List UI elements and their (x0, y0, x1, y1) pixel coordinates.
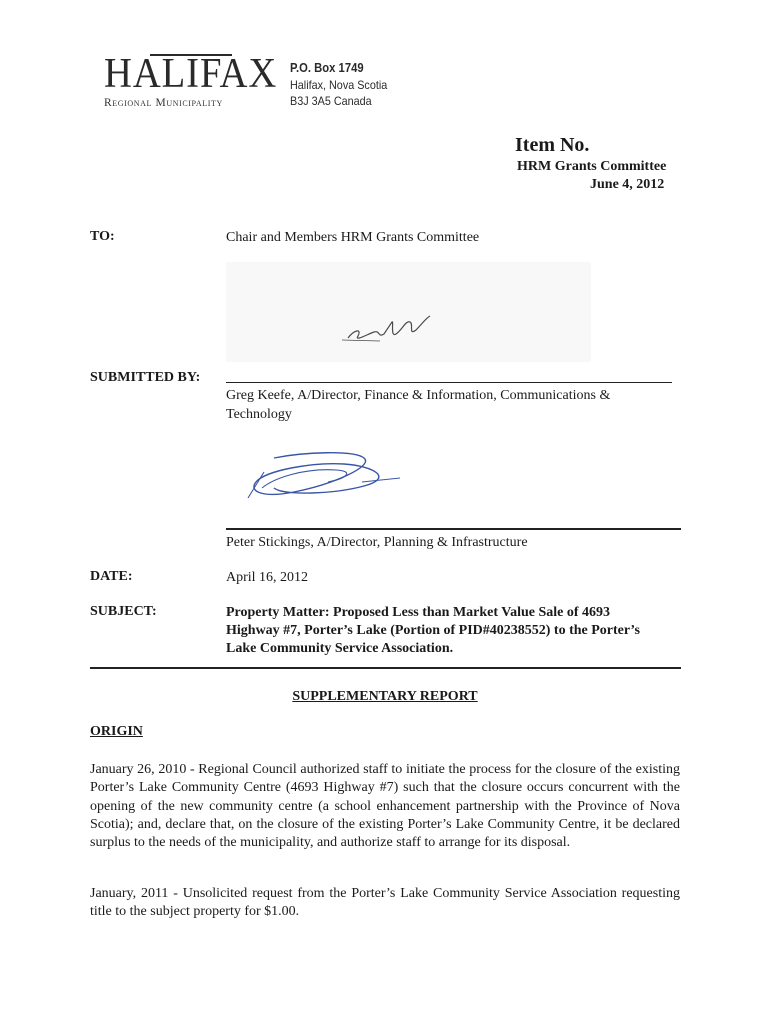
submitted-by-label: SUBMITTED BY: (90, 370, 201, 385)
origin-paragraph: January, 2011 - Unsolicited request from the Porter’s Lake Community Service Association requesting title to the subject property for $1.00. (90, 886, 680, 920)
subject-line: Lake Community Service Association. (226, 641, 454, 656)
address-line: B3J 3A5 Canada (290, 94, 372, 108)
date-value: April 16, 2012 (226, 570, 309, 585)
submitter-1-line-2: Technology (226, 407, 292, 422)
subject-line: Highway #7, Porter’s Lake (Portion of PID#40238552) to the Porter’s (226, 623, 640, 638)
origin-heading: ORIGIN (90, 724, 143, 739)
signature-line (226, 528, 681, 530)
signature-graphic (244, 448, 404, 508)
to-label: TO: (90, 229, 115, 244)
meeting-date: June 4, 2012 (590, 177, 665, 192)
subject-label: SUBJECT: (90, 604, 157, 619)
signature-initials (340, 308, 440, 348)
address-line: Halifax, Nova Scotia (290, 77, 388, 92)
item-number-heading: Item No. (515, 134, 590, 156)
header-divider (90, 667, 681, 669)
date-label: DATE: (90, 569, 133, 584)
to-value: Chair and Members HRM Grants Committee (226, 230, 480, 245)
halifax-logo: HALIFAX (104, 51, 278, 97)
submitter-2: Peter Stickings, A/Director, Planning & Infrastructure (226, 535, 528, 550)
origin-paragraph: January 26, 2010 - Regional Council authorized staff to initiate the process for the closure of the existing Porter’s Lake Community Centre (4693 Highway #7) such that the closure occurs concurrent with the opening of the new community centre (a school enhancement partnership with the Province of Nova Scotia); and, declare that, on the closure of the existing Porter’s Lake Community Centre, it be declared surplus to the needs of the municipality, and authorize staff to arrange for its disposal. (90, 762, 680, 851)
committee-name: HRM Grants Committee (517, 159, 667, 174)
subject-line: Property Matter: Proposed Less than Market Value Sale of 4693 (226, 605, 611, 620)
logo-subtitle: Regional Municipality (104, 97, 223, 109)
submitter-1-line-1: Greg Keefe, A/Director, Finance & Information, Communications & (226, 388, 611, 403)
signature-line (226, 382, 672, 383)
letterhead-address (290, 60, 387, 110)
report-title: SUPPLEMENTARY REPORT (292, 689, 478, 704)
address-line: P.O. Box 1749 (290, 61, 364, 75)
